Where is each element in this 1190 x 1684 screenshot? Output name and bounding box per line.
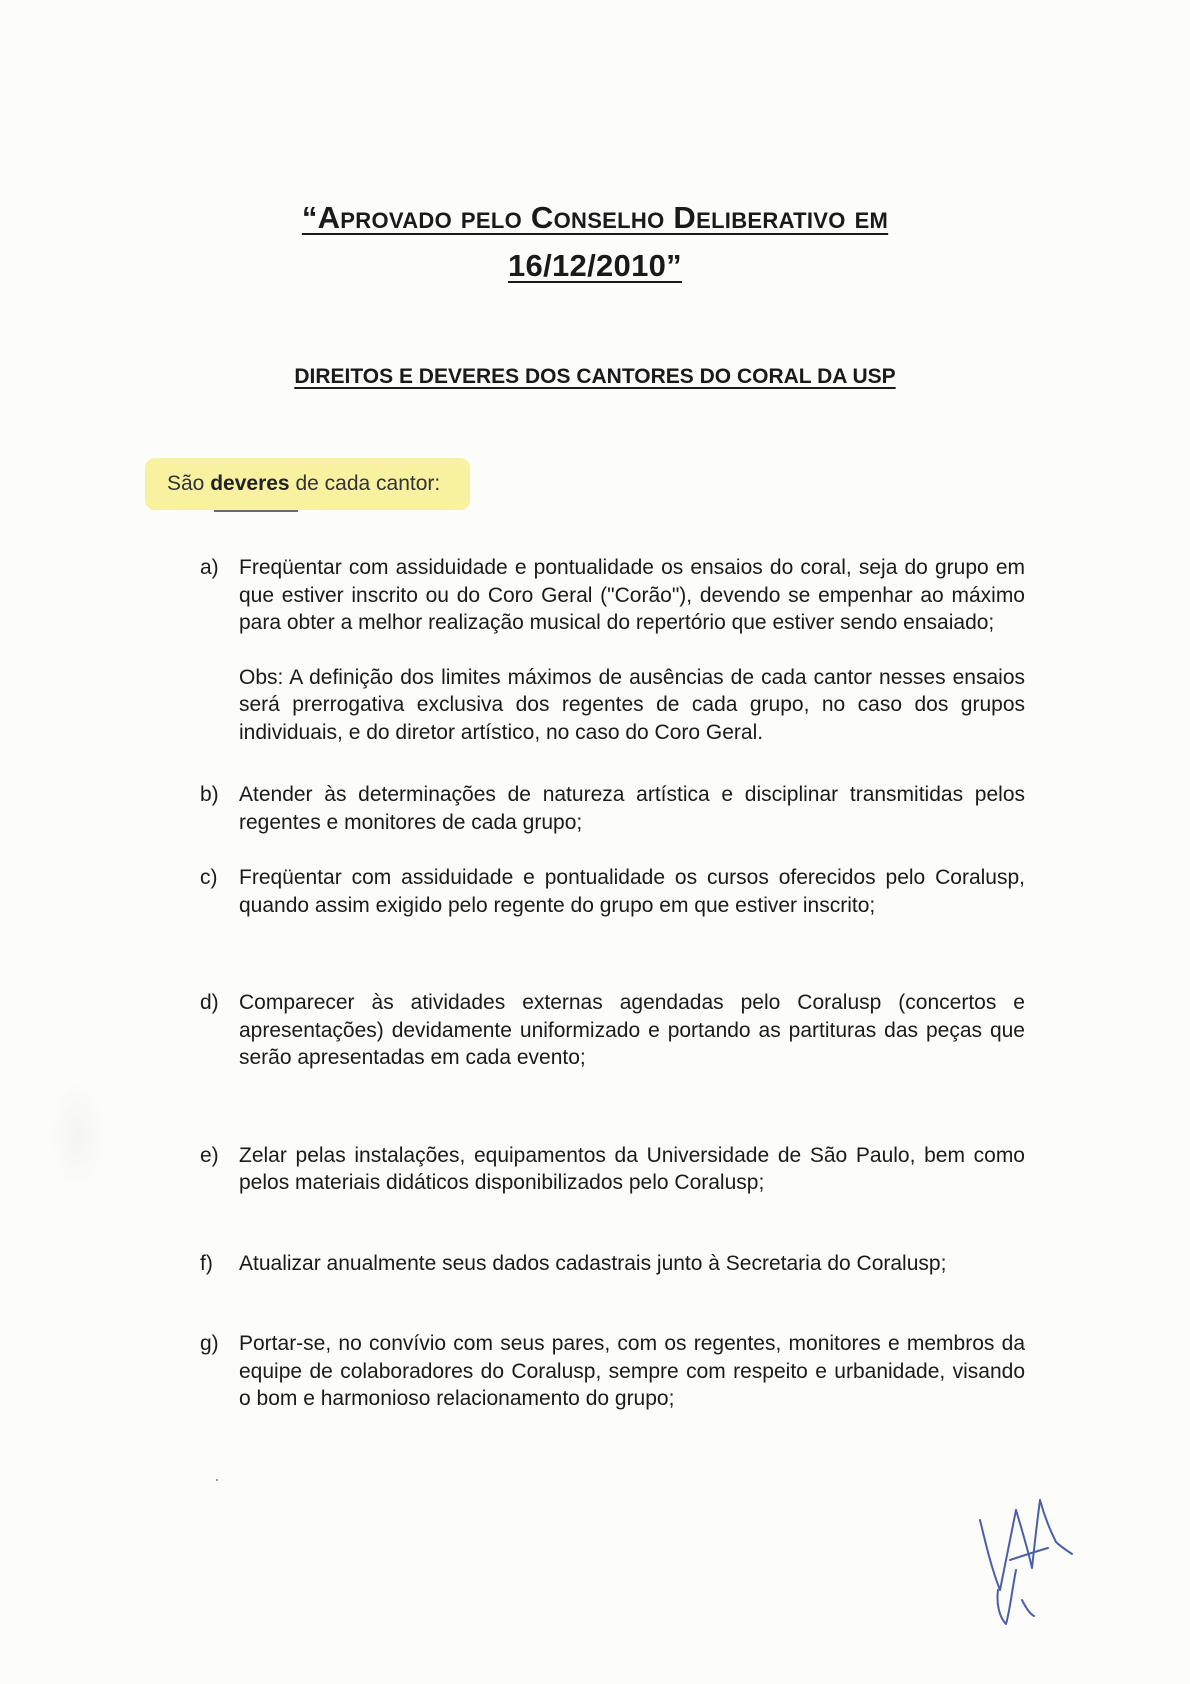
list-item-observation: Obs: A definição dos limites máximos de ausências de cada cantor nesses ensaios será prerrogativa exclusiva dos regentes de cada grupo, no caso dos grupos individuais, e do diretor artístico, no caso do Coro Geral. <box>239 665 1025 744</box>
list-item-text: Freqüentar com assiduidade e pontualidade os ensaios do coral, seja do grupo em que estiver inscrito ou do Coro Geral ("Corão"), devendo se empenhar ao máximo para obter a melhor realização musical do repertório que estiver sendo ensaiado; <box>239 556 1025 634</box>
list-item-text: Atualizar anualmente seus dados cadastrais junto à Secretaria do Coralusp; <box>239 1251 947 1275</box>
list-item-text: Atender às determinações de natureza artística e disciplinar transmitidas pelos regentes e monitores de cada grupo; <box>239 783 1025 834</box>
list-item-text: Zelar pelas instalações, equipamentos da Universidade de São Paulo, bem como pelos materiais didáticos disponibilizados pelo Coralusp; <box>239 1143 1025 1194</box>
list-item-letter: b) <box>200 783 219 806</box>
list-item <box>200 989 1025 1072</box>
intro-suffix: de cada cantor: <box>289 472 441 495</box>
list-item <box>200 864 1025 919</box>
list-item-text: Portar-se, no convívio com seus pares, com os regentes, monitores e membros da equipe de colaboradores do Coralusp, sempre com respeito e urbanidade, visando o bom e harmonioso relacionamento do grupo; <box>239 1332 1025 1410</box>
list-item <box>200 554 1025 746</box>
pen-underline-mark <box>214 510 298 512</box>
list-item-text: Freqüentar com assiduidade e pontualidade os cursos oferecidos pelo Coralusp, quando assim exigido pelo regente do grupo em que estiver inscrito; <box>239 866 1025 917</box>
handwritten-initials <box>970 1490 1080 1630</box>
list-item <box>200 781 1025 836</box>
list-item-letter: d) <box>200 991 219 1014</box>
approval-title <box>140 194 1050 290</box>
approval-title-line1: “Aprovado pelo Conselho Deliberativo em <box>301 200 889 235</box>
list-item-text: Comparecer às atividades externas agendadas pelo Coralusp (concertos e apresentações) devidamente uniformizado e portando as partituras das peças que serão apresentadas em cada evento; <box>239 991 1025 1069</box>
scan-speck <box>216 1479 218 1481</box>
list-item-letter: a) <box>200 556 219 579</box>
list-item-letter: e) <box>200 1143 219 1167</box>
document-heading: DIREITOS E DEVERES DOS CANTORES DO CORAL DA USP <box>294 365 896 388</box>
list-item <box>200 1330 1025 1413</box>
list-item <box>200 1142 1025 1197</box>
approval-title-date: 16/12/2010” <box>508 248 682 283</box>
scan-smudge <box>50 1080 105 1190</box>
list-item-letter: c) <box>200 866 218 889</box>
list-item <box>200 1250 1025 1278</box>
duties-list <box>200 554 1025 1413</box>
highlighted-intro <box>145 458 470 510</box>
intro-prefix: São <box>167 472 211 495</box>
list-item-letter: g) <box>200 1332 219 1355</box>
list-item-letter: f) <box>200 1251 213 1275</box>
intro-bold-word: deveres <box>210 472 290 495</box>
